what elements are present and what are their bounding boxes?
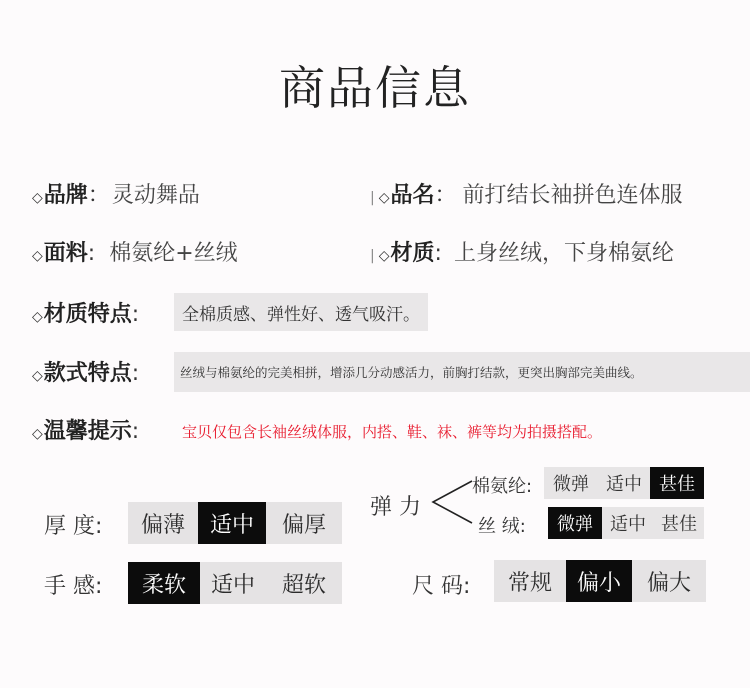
elasticity-velvet-option: 甚佳 — [654, 507, 704, 539]
divider-bar: | — [370, 190, 375, 206]
size-option: 偏大 — [632, 560, 706, 602]
hand-feel-label: 手 感: — [44, 574, 103, 599]
colon: : — [131, 302, 140, 327]
size-option: 常规 — [494, 560, 566, 602]
diamond-bullet-icon: ◇ — [32, 426, 43, 442]
hand-feel-option: 适中 — [200, 562, 266, 604]
colon: ： — [434, 183, 457, 208]
elasticity-cotton-option: 微弹 — [544, 467, 598, 499]
diamond-bullet-icon: ◇ — [32, 190, 43, 206]
size-options — [494, 560, 706, 602]
material-row — [370, 236, 674, 267]
product-name-value: 前打结长袖拼色连体服 — [462, 183, 683, 208]
thickness-option: 偏厚 — [266, 502, 342, 544]
thickness-option: 适中 — [198, 502, 266, 544]
material-feature-value: 全棉质感、弹性好、透气吸汗。 — [174, 293, 428, 331]
material-label: 材质 — [390, 241, 435, 266]
colon: ： — [87, 183, 110, 208]
hand-feel-options — [128, 562, 342, 604]
page-title: 商品信息 — [279, 61, 471, 115]
notice-value: 宝贝仅包含长袖丝绒体服，内搭、鞋、袜、裤等均为拍摄搭配。 — [182, 423, 603, 441]
elasticity-cotton-option: 甚佳 — [650, 467, 704, 499]
product-name-label: 品名 — [390, 183, 435, 208]
diamond-bullet-icon: ◇ — [32, 368, 43, 384]
notice-label: 温馨提示 — [43, 419, 132, 444]
brand-label: 品牌 — [43, 183, 88, 208]
divider-bar: | — [370, 248, 375, 264]
hand-feel-option: 柔软 — [128, 562, 200, 604]
brand-row — [32, 178, 200, 209]
diamond-bullet-icon: ◇ — [378, 248, 390, 264]
material-feature-row — [32, 297, 139, 328]
size-option: 偏小 — [566, 560, 632, 602]
style-feature-value: 丝绒与棉氨纶的完美相拼，增添几分动感活力，前胸打结款，更突出胸部完美曲线。 — [174, 352, 750, 392]
diamond-bullet-icon: ◇ — [378, 190, 390, 206]
elasticity-cotton-options — [544, 467, 704, 499]
colon: : — [87, 241, 96, 266]
fabric-value: 棉氨纶+丝绒 — [109, 241, 238, 266]
thickness-label: 厚 度: — [44, 514, 103, 539]
colon: : — [131, 361, 140, 386]
brand-value: 灵动舞品 — [111, 183, 200, 208]
style-feature-row — [32, 356, 139, 387]
hand-feel-option: 超软 — [266, 562, 342, 604]
product-name-row — [370, 178, 683, 209]
bracket-icon — [430, 478, 474, 526]
material-feature-label: 材质特点 — [43, 302, 132, 327]
fabric-row — [32, 236, 238, 267]
style-feature-label: 款式特点 — [43, 361, 132, 386]
material-value: 上身丝绒，下身棉氨纶 — [453, 241, 674, 266]
colon: : — [434, 241, 442, 266]
elasticity-row-label: 丝 绒: — [478, 516, 526, 537]
elasticity-label: 弹 力 — [370, 495, 421, 520]
colon: : — [131, 419, 140, 444]
elasticity-velvet-option: 微弹 — [548, 507, 602, 539]
elasticity-cotton-option: 适中 — [598, 467, 650, 499]
elasticity-velvet-option: 适中 — [602, 507, 654, 539]
thickness-option: 偏薄 — [128, 502, 198, 544]
thickness-options — [128, 502, 342, 544]
notice-row — [32, 414, 139, 445]
elasticity-row-label: 棉氨纶: — [472, 476, 533, 497]
fabric-label: 面料 — [43, 241, 88, 266]
elasticity-velvet-options — [548, 507, 704, 539]
size-label: 尺 码: — [412, 574, 471, 599]
diamond-bullet-icon: ◇ — [32, 309, 43, 325]
diamond-bullet-icon: ◇ — [32, 248, 43, 264]
